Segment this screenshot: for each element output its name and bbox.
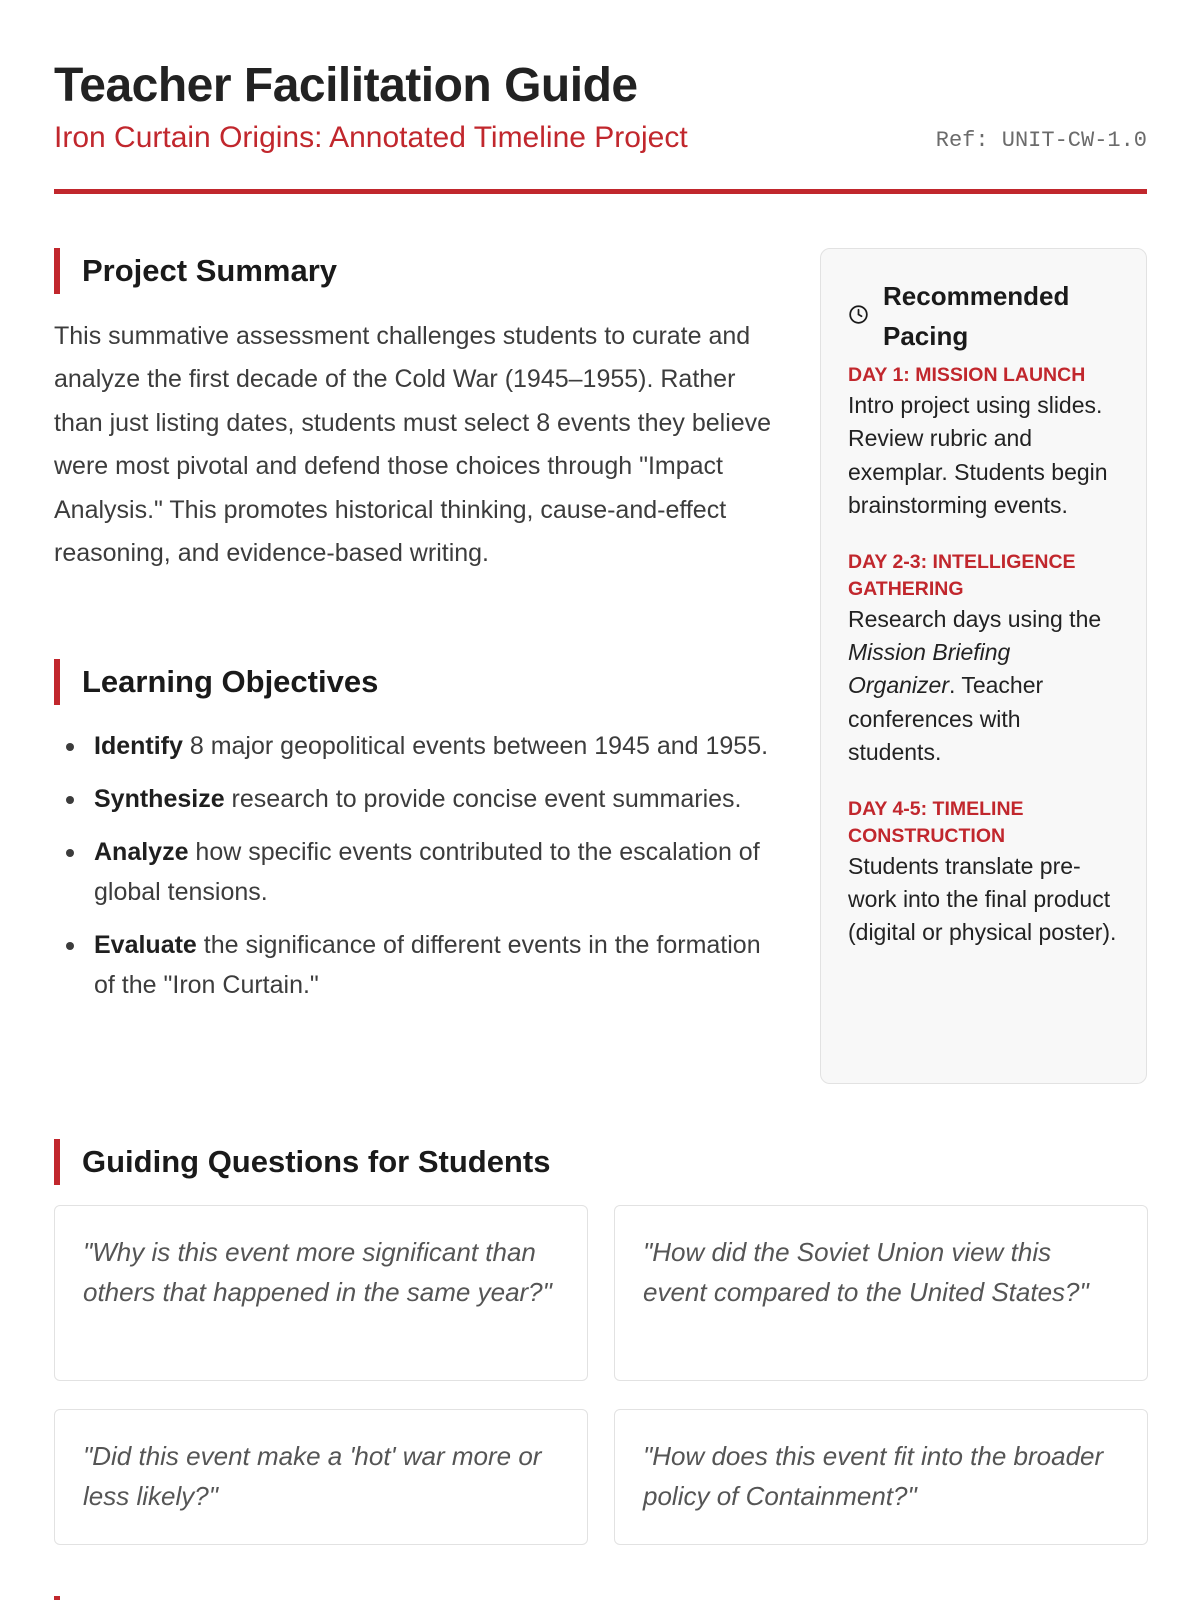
objective-verb: Analyze <box>94 838 189 866</box>
reference-code: Ref: UNIT-CW-1.0 <box>935 128 1147 153</box>
learning-objectives-list <box>54 726 774 1018</box>
objective-item <box>54 726 774 766</box>
guiding-question-card: "How does this event fit into the broader policy of Containment?" <box>614 1409 1148 1545</box>
page-subtitle: Iron Curtain Origins: Annotated Timeline Project <box>54 121 688 154</box>
guiding-question-card: "Did this event make a 'hot' war more or less likely?" <box>54 1409 588 1545</box>
project-summary-text: This summative assessment challenges students to curate and analyze the first decade of the Cold War (1945–1955). Rather than just listing dates, students must select 8 events they believe were most pivotal and defend those choices through "Impact Analysis." This promotes historical thinking, cause-and-effect reasoning, and evidence-based writing. <box>54 322 772 568</box>
pacing-day-label: DAY 4-5: TIMELINE CONSTRUCTION <box>848 797 1024 847</box>
organizer-name: Mission Briefing Organizer <box>848 639 1011 699</box>
guiding-question-card: "How did the Soviet Union view this event compared to the United States?" <box>614 1205 1148 1381</box>
section-heading-guiding-questions: Guiding Questions for Students <box>54 1139 550 1185</box>
pacing-heading-text: Recommended Pacing <box>883 281 1070 351</box>
objective-verb: Synthesize <box>94 785 225 813</box>
section-heading-learning-objectives: Learning Objectives <box>54 659 378 705</box>
pacing-day-label: DAY 2-3: INTELLIGENCE GATHERING <box>848 550 1076 600</box>
objective-item <box>54 925 774 1005</box>
recommended-pacing-panel <box>820 248 1147 1084</box>
pacing-text-part: . Teacher conferences with students. <box>848 672 1044 766</box>
pacing-day-text: Intro project using slides. Review rubric and exemplar. Students begin brainstorming events. <box>848 392 1108 519</box>
objective-text: research to provide concise event summaries. <box>224 785 742 813</box>
objective-item <box>54 779 774 819</box>
guiding-question-card: "Why is this event more significant than others that happened in the same year?" <box>54 1205 588 1381</box>
objective-verb: Evaluate <box>94 931 197 959</box>
pacing-day-text <box>848 603 1120 770</box>
objective-text: 8 major geopolitical events between 1945 and 1955. <box>182 732 769 760</box>
document-header <box>54 52 1147 194</box>
objective-item <box>54 832 774 912</box>
pacing-day-text: Students translate pre-work into the final product (digital or physical poster). <box>848 852 1117 946</box>
objective-text: the significance of different events in the formation of the "Iron Curtain." <box>94 931 761 999</box>
next-section-accent-bar <box>54 1596 60 1600</box>
clock-icon <box>848 304 869 325</box>
pacing-day-label: DAY 1: MISSION LAUNCH <box>848 364 1086 386</box>
page-title: Teacher Facilitation Guide <box>54 59 638 112</box>
pacing-heading <box>848 276 1120 356</box>
section-heading-project-summary: Project Summary <box>54 248 337 294</box>
objective-verb: Identify <box>94 732 183 760</box>
objective-text: how specific events contributed to the escalation of global tensions. <box>94 838 760 906</box>
pacing-text-part: Research days using the <box>848 605 1102 632</box>
